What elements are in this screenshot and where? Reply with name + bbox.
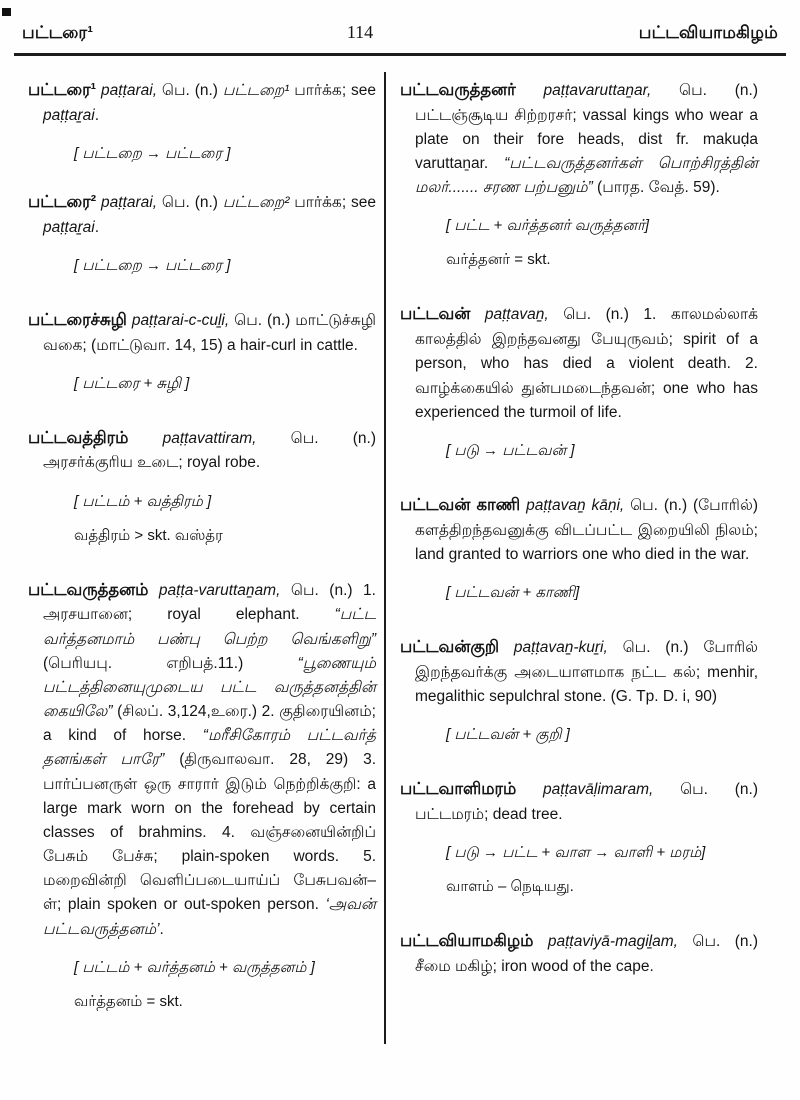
- running-head-right: பட்டவியாமகிழம்: [638, 23, 778, 42]
- headword: பட்டவருத்தனம்: [28, 580, 149, 599]
- transliteration: paṭṭavaṉ,: [470, 306, 549, 324]
- transliteration: paṭṭavattiram,: [128, 429, 257, 447]
- entry-definition: [400, 635, 758, 709]
- etymology: [ பட்டறை → பட்டரை ]: [74, 144, 231, 162]
- etymology: [ பட்ட + வர்த்தனர் வருத்தனர்]: [446, 217, 650, 235]
- headword: பட்டவியாமகிழம்: [400, 931, 534, 950]
- transliteration: paṭṭaviyā-magiḻam,: [533, 932, 678, 950]
- transliteration: paṭṭavaruttaṉar,: [515, 82, 652, 99]
- headword: பட்டவன்: [400, 305, 471, 324]
- entry-definition: [28, 426, 376, 476]
- entry-pattaviya-magilam: [400, 929, 758, 979]
- entry-definition: [400, 302, 758, 424]
- definition-text: பெ. (n.) பட்டறை² பார்க்க; see paṭṭaṟai.: [43, 193, 376, 236]
- headword: பட்டவன் காணி: [400, 495, 521, 514]
- column-left: [12, 68, 384, 1044]
- entry-definition: [400, 777, 758, 827]
- running-head-left: பட்டரை¹: [22, 23, 94, 42]
- etymology: [ பட்டரை + சுழி ]: [74, 374, 190, 392]
- etymology: [ படு → பட்டவன் ]: [446, 441, 575, 459]
- column-right: [386, 68, 758, 1044]
- usage-note: வாளம் – நெடியது.: [446, 877, 574, 895]
- etymology: [ பட்டம் + வர்த்தனம் + வருத்தனம் ]: [74, 958, 315, 976]
- page-number: 114: [346, 22, 374, 42]
- definition-text: பெ. (n.) சீமை மகிழ்; iron wood of the cape.: [415, 932, 758, 975]
- entry-definition: [28, 190, 376, 240]
- entry-pattarai-2: [28, 190, 376, 276]
- headword: பட்டவத்திரம்: [28, 428, 129, 447]
- transliteration: paṭṭarai,: [96, 193, 158, 211]
- usage-note: வர்த்தனர் = skt.: [446, 251, 551, 269]
- transliteration: paṭṭa-varuttaṉam,: [148, 581, 281, 599]
- definition-text: பெ. (n.) அரசர்க்குரிய உடை; royal robe.: [43, 429, 376, 472]
- definition-text: பெ. (n.) பட்டமரம்; dead tree.: [415, 781, 758, 823]
- definition-text: பெ. (n.) மாட்டுச்சுழி வகை; (மாட்டுவா. 14, 15) a hair-curl in cattle.: [43, 311, 376, 354]
- entry-pattavalimaram: [400, 777, 758, 897]
- entry-pattavattiram: [28, 426, 376, 546]
- definition-text: பெ. (n.) 1. அரசயானை; royal elephant. “பட்ட வர்த்தனமாம் பண்பு பெற்ற வெங்களிறு” (பெரியபு. எறிபத்.11.) “பூணையும் பட்டத்தினையுமுடைய பட்ட வருத்தனத்தின் கையிலே” (சிலப். 3,124,உரை.) 2. குதிரையினம்; a kind of horse. “மரீசிகோரம் பட்டவர்த் தனங்கள் பாரே” (திருவாலவா. 28, 29) 3. பார்ப்பனருள் ஒரு சாரார் இடும் நெற்றிக்குறி: a large mark worn on the forehead by certain classes of brahmins. 4. வஞ்சனையின்றிப் பேசும் பேச்சு; plain-spoken words. 5. மறைவின்றி வெளிப்படையாய்ப் பேசுபவன்–ள்; plain spoken or out-spoken person. ‘அவன் பட்டவருத்தனம்’.: [43, 581, 377, 938]
- etymology: [ படு → பட்ட + வாள → வாளி + மரம்]: [446, 843, 706, 861]
- headword: பட்டவாளிமரம்: [400, 780, 517, 798]
- usage-note: வத்திரம் > skt. வஸ்த்ர: [74, 526, 223, 544]
- etymology: [ பட்டறை → பட்டரை ]: [74, 256, 231, 274]
- headword: பட்டரை¹: [28, 81, 97, 99]
- definition-text: பெ. (n.) பட்டறை¹ பார்க்க; see paṭṭaṟai.: [43, 82, 376, 124]
- entry-definition: [400, 929, 758, 979]
- page-header: [0, 0, 800, 53]
- scan-artifact: [2, 8, 11, 16]
- entry-pattarai-1: [28, 78, 376, 164]
- entry-pattavan-kuri: [400, 635, 758, 745]
- usage-note: வர்த்தனம் = skt.: [74, 992, 183, 1010]
- entry-definition: [28, 578, 376, 942]
- definition-text: பெ. (n.) (போரில்) களத்திறந்தவனுக்கு விடப்பட்ட இறையிலி நிலம்; land granted to warriors one who died in the war.: [415, 496, 758, 563]
- entry-pattavan: [400, 302, 758, 460]
- transliteration: paṭṭarai-c-cuḻi,: [126, 311, 230, 329]
- two-column-body: [0, 56, 800, 1044]
- entry-definition: [28, 308, 376, 358]
- entry-pattavaruttanar: [400, 78, 758, 270]
- transliteration: paṭṭavaṉ-kuṟi,: [499, 638, 608, 656]
- entry-definition: [400, 78, 758, 200]
- entry-definition: [28, 78, 376, 128]
- definition-text: பெ. (n.) போரில் இறந்தவர்க்கு அடையாளமாக நட்ட கல்; menhir, megalithic sepulchral stone. (G. Tp. D. i, 90): [415, 638, 758, 705]
- etymology: [ பட்டவன் + காணி]: [446, 583, 580, 601]
- definition-text: பெ. (n.) பட்டஞ்சூடிய சிற்றரசர்; vassal kings who wear a plate on their fore heads, dist fr. makuḍa varuttaṉar. “பட்டவருத்தனர்கள் பொற்சிரத்தின் மலர்....... சரண பற்பனும்” (பாரத. வேத். 59).: [415, 82, 758, 197]
- etymology: [ பட்டவன் + குறி ]: [446, 726, 570, 743]
- headword: பட்டரைச்சுழி: [28, 310, 127, 329]
- entry-patta-varuttanam: [28, 578, 376, 1012]
- transliteration: paṭṭarai,: [96, 82, 158, 99]
- entry-definition: [400, 493, 758, 567]
- entry-pattavan-kani: [400, 493, 758, 603]
- definition-text: பெ. (n.) 1. காலமல்லாக் காலத்தில் இறந்தவனது பேயுருவம்; spirit of a person, who has died a violent death. 2. வாழ்க்கையில் துன்பமடைந்தவன்; one who has experienced the turmoil of life.: [415, 306, 758, 421]
- entry-pattarai-c-culi: [28, 308, 376, 394]
- etymology: [ பட்டம் + வத்திரம் ]: [74, 492, 212, 510]
- headword: பட்டவருத்தனர்: [400, 81, 516, 99]
- headword: பட்டவன்குறி: [400, 637, 500, 656]
- transliteration: paṭṭavāḷimaram,: [516, 781, 654, 798]
- transliteration: paṭṭavaṉ kāṇi,: [520, 496, 625, 514]
- headword: பட்டரை²: [28, 192, 97, 211]
